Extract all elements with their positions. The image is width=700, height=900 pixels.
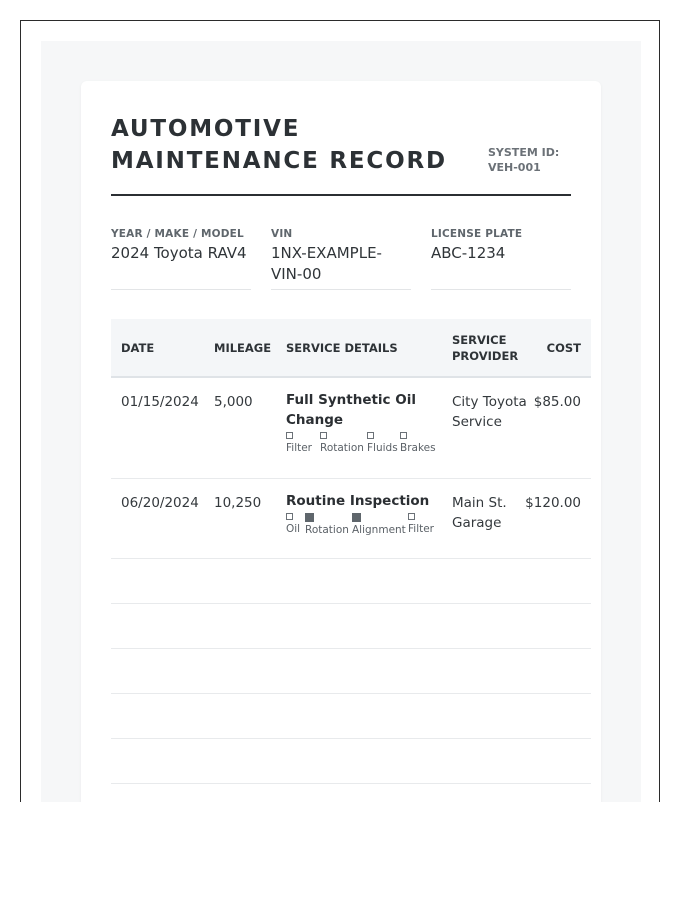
- task-label: Brakes: [400, 442, 436, 454]
- service-name: Full Synthetic Oil Change: [286, 392, 416, 428]
- empty-row: [111, 694, 591, 739]
- task-item[interactable]: [352, 513, 406, 536]
- document-frame: [20, 20, 660, 802]
- table-row: [111, 479, 591, 559]
- cell-date: 06/20/2024: [121, 495, 199, 511]
- cell-mileage: 10,250: [214, 495, 262, 511]
- task-label: Filter: [286, 442, 313, 454]
- cell-provider: Main St. Garage: [452, 495, 507, 531]
- cell-cost: $85.00: [533, 394, 581, 410]
- license-plate-label: LICENSE PLATE: [431, 228, 523, 240]
- header-service-details: SERVICE DETAILS: [286, 341, 398, 355]
- header-service-provider: SERVICE PROVIDER: [452, 333, 519, 363]
- task-label: Fluids: [367, 442, 398, 454]
- checkbox-icon[interactable]: [400, 432, 407, 439]
- cell-date: 01/15/2024: [121, 394, 199, 410]
- task-item[interactable]: [400, 432, 436, 454]
- task-item[interactable]: [286, 432, 312, 454]
- vehicle-model-label: YEAR / MAKE / MODEL: [111, 228, 244, 240]
- system-id-value: VEH-001: [488, 161, 541, 174]
- task-item[interactable]: [320, 432, 364, 454]
- title-divider: [111, 194, 571, 196]
- header-mileage: MILEAGE: [214, 341, 272, 355]
- checkbox-checked-icon[interactable]: [352, 513, 361, 522]
- field-underline: [111, 289, 251, 290]
- task-checklist: [286, 432, 446, 462]
- vin-value: 1NX-EXAMPLE-VIN-00: [271, 244, 382, 283]
- task-item[interactable]: [408, 513, 434, 535]
- field-underline: [271, 289, 411, 290]
- maintenance-table: [111, 319, 591, 784]
- document-title: AUTOMOTIVE MAINTENANCE RECORD: [111, 116, 447, 174]
- license-plate-value: ABC-1234: [431, 244, 506, 262]
- record-card: [81, 81, 601, 802]
- task-item[interactable]: [305, 513, 349, 536]
- cell-provider: City Toyota Service: [452, 394, 527, 430]
- task-label: Filter: [408, 523, 435, 535]
- task-item[interactable]: [286, 513, 300, 535]
- task-label: Alignment: [352, 524, 406, 536]
- task-item[interactable]: [367, 432, 398, 454]
- vehicle-model-value: 2024 Toyota RAV4: [111, 244, 247, 262]
- header-date: DATE: [121, 341, 155, 355]
- empty-row: [111, 559, 591, 604]
- checkbox-icon[interactable]: [367, 432, 374, 439]
- vehicle-model-field: [111, 227, 251, 264]
- checkbox-icon[interactable]: [286, 513, 293, 520]
- checkbox-icon[interactable]: [320, 432, 327, 439]
- field-underline: [431, 289, 571, 290]
- cell-cost: $120.00: [525, 495, 581, 511]
- task-label: Rotation: [305, 524, 349, 536]
- table-header: [111, 319, 591, 378]
- checkbox-icon[interactable]: [408, 513, 415, 520]
- empty-row: [111, 739, 591, 784]
- task-label: Rotation: [320, 442, 364, 454]
- service-name: Routine Inspection: [286, 493, 430, 509]
- task-label: Oil: [286, 523, 301, 535]
- empty-row: [111, 649, 591, 694]
- system-id: [488, 145, 578, 175]
- cell-mileage: 5,000: [214, 394, 253, 410]
- checkbox-icon[interactable]: [286, 432, 293, 439]
- task-checklist: [286, 513, 446, 543]
- vin-field: [271, 227, 411, 285]
- checkbox-checked-icon[interactable]: [305, 513, 314, 522]
- header-cost: COST: [546, 341, 581, 355]
- vin-label: VIN: [271, 228, 293, 240]
- table-row: [111, 378, 591, 479]
- system-id-label: SYSTEM ID:: [488, 146, 560, 159]
- cell-service-details: [286, 390, 446, 462]
- empty-row: [111, 604, 591, 649]
- license-plate-field: [431, 227, 571, 264]
- cell-service-details: [286, 491, 446, 543]
